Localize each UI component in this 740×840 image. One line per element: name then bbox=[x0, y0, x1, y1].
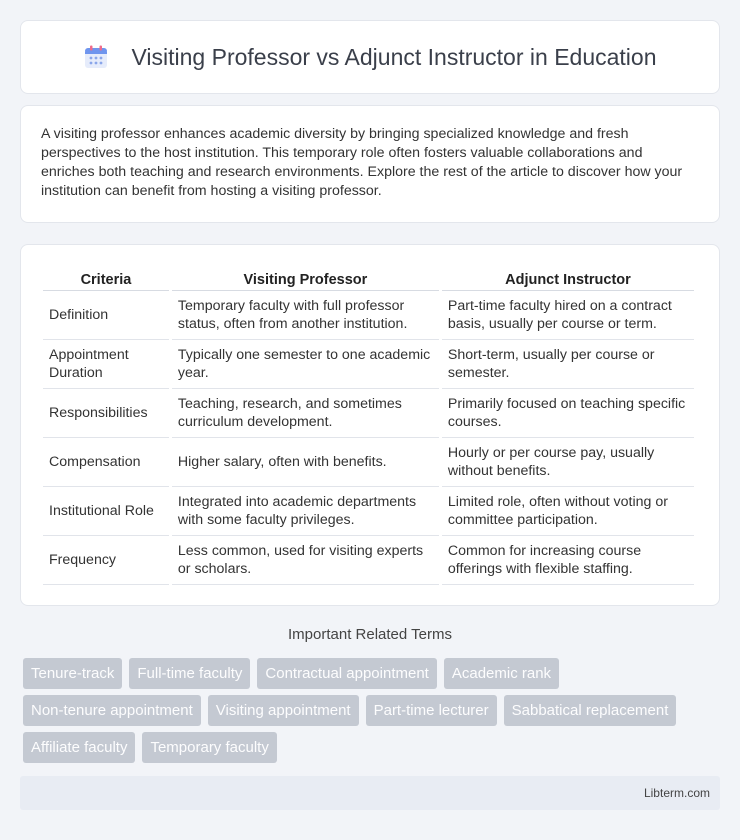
related-terms-heading: Important Related Terms bbox=[288, 626, 452, 643]
criteria-cell: Frequency bbox=[43, 536, 169, 585]
term-tag[interactable]: Non-tenure appointment bbox=[23, 695, 201, 726]
header-visiting-professor: Visiting Professor bbox=[172, 263, 439, 291]
table-row bbox=[43, 438, 694, 487]
table-row bbox=[43, 389, 694, 438]
footer-site-link[interactable]: Libterm.com bbox=[643, 786, 710, 800]
visiting-professor-cell: Higher salary, often with benefits. bbox=[172, 438, 439, 487]
visiting-professor-cell: Teaching, research, and sometimes curriculum development. bbox=[172, 389, 439, 438]
visiting-professor-cell: Temporary faculty with full professor status, often from another institution. bbox=[172, 291, 439, 340]
term-tag[interactable]: Visiting appointment bbox=[208, 695, 359, 726]
intro-paragraph: A visiting professor enhances academic diversity by bringing specialized knowledge and fresh perspectives to the host institution. This temporary role often fosters valuable collaborations and enriches both teaching and research environments. Explore the rest of the article to discover how your institution can benefit from hosting a visiting professor. bbox=[41, 126, 683, 199]
calendar-icon bbox=[83, 44, 109, 70]
table-row bbox=[43, 536, 694, 585]
header-adjunct-instructor: Adjunct Instructor bbox=[442, 263, 694, 291]
table-row bbox=[43, 340, 694, 389]
adjunct-instructor-cell: Limited role, often without voting or committee participation. bbox=[442, 487, 694, 536]
table-row bbox=[43, 487, 694, 536]
adjunct-instructor-cell: Hourly or per course pay, usually without benefits. bbox=[442, 438, 694, 487]
term-tag[interactable]: Part-time lecturer bbox=[366, 695, 497, 726]
related-terms-list bbox=[23, 658, 723, 769]
adjunct-instructor-cell: Short-term, usually per course or semester. bbox=[442, 340, 694, 389]
comparison-table bbox=[40, 263, 697, 585]
visiting-professor-cell: Typically one semester to one academic year. bbox=[172, 340, 439, 389]
comparison-card bbox=[20, 244, 720, 606]
intro-card bbox=[20, 105, 720, 223]
adjunct-instructor-cell: Primarily focused on teaching specific courses. bbox=[442, 389, 694, 438]
title-card bbox=[20, 20, 720, 94]
table-header-row bbox=[43, 263, 694, 291]
page-title: Visiting Professor vs Adjunct Instructor in Education bbox=[131, 43, 657, 70]
term-tag[interactable]: Tenure-track bbox=[23, 658, 122, 689]
header-criteria: Criteria bbox=[43, 263, 169, 291]
term-tag[interactable]: Temporary faculty bbox=[142, 732, 276, 763]
term-tag[interactable]: Sabbatical replacement bbox=[504, 695, 677, 726]
term-tag[interactable]: Affiliate faculty bbox=[23, 732, 135, 763]
term-tag[interactable]: Contractual appointment bbox=[257, 658, 436, 689]
table-row bbox=[43, 291, 694, 340]
term-tag[interactable]: Academic rank bbox=[444, 658, 559, 689]
adjunct-instructor-cell: Common for increasing course offerings with flexible staffing. bbox=[442, 536, 694, 585]
visiting-professor-cell: Less common, used for visiting experts or scholars. bbox=[172, 536, 439, 585]
criteria-cell: Responsibilities bbox=[43, 389, 169, 438]
term-tag[interactable]: Full-time faculty bbox=[129, 658, 250, 689]
criteria-cell: Institutional Role bbox=[43, 487, 169, 536]
criteria-cell: Compensation bbox=[43, 438, 169, 487]
criteria-cell: Definition bbox=[43, 291, 169, 340]
adjunct-instructor-cell: Part-time faculty hired on a contract basis, usually per course or term. bbox=[442, 291, 694, 340]
criteria-cell: Appointment Duration bbox=[43, 340, 169, 389]
visiting-professor-cell: Integrated into academic departments with some faculty privileges. bbox=[172, 487, 439, 536]
footer bbox=[20, 776, 720, 810]
